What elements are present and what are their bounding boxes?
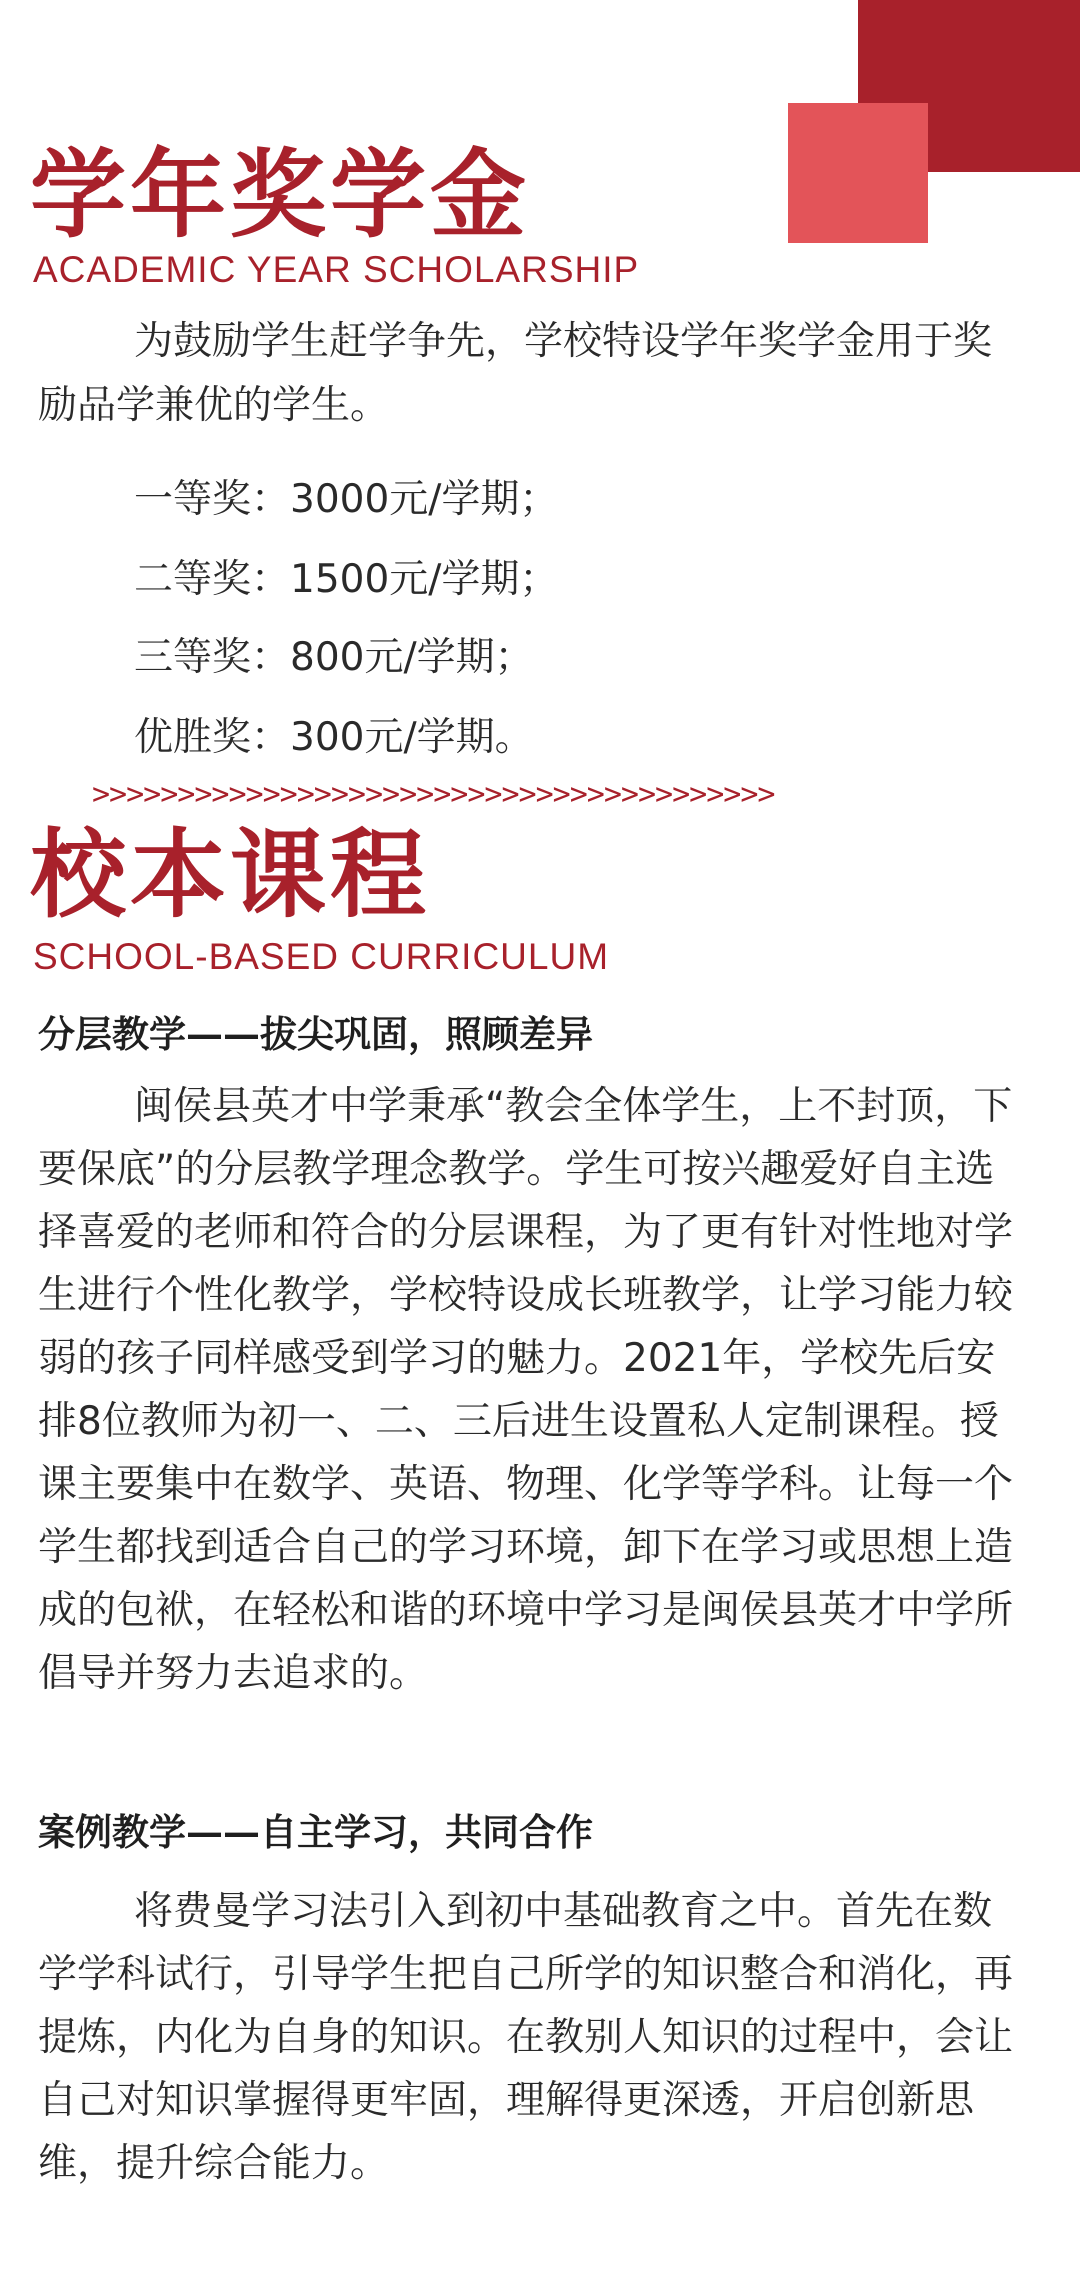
scholarship-subtitle: ACADEMIC YEAR SCHOLARSHIP [33,249,640,290]
tiered-teaching-heading: 分层教学——拔尖巩固，照顾差异 [38,1012,593,1056]
award-third-prize: 三等奖：800元/学期； [134,635,534,680]
award-merit-prize: 优胜奖：300元/学期。 [134,715,534,760]
curriculum-subtitle: SCHOOL-BASED CURRICULUM [33,936,610,977]
tiered-teaching-body: 闽侯县英才中学秉承“教会全体学生，上不封顶，下要保底”的分层教学理念教学。学生可按兴趣爱好自主选择喜爱的老师和符合的分层课程，为了更有针对性地对学生进行个性化教学，学校特设成长班教学，让学习能力较弱的孩子同样感受到学习的魅力。2021年，学校先后安排8位教师为初一、二、三后进生设置私人定制课程。授课主要集中在数学、英语、物理、化学等学科。让每一个学生都找到适合自己的学习环境，卸下在学习或思想上造成的包袱，在轻松和谐的环境中学习是闽侯县英才中学所倡导并努力去追求的。 [38,1084,1014,1696]
section-divider: >>>>>>>>>>>>>>>>>>>>>>>>>>>>>>>>>>>>>>>> [92,778,775,812]
decorative-light-square [788,103,928,243]
award-first-prize: 一等奖：3000元/学期； [134,477,559,522]
curriculum-title: 校本课程 [30,819,430,931]
case-teaching-body: 将费曼学习法引入到初中基础教育之中。首先在数学学科试行，引导学生把自己所学的知识整合和消化，再提炼，内化为自身的知识。在教别人知识的过程中，会让自己对知识掌握得更牢固，理解得更深透，开启创新思维，提升综合能力。 [38,1889,1014,2186]
scholarship-title: 学年奖学金 [30,139,530,251]
award-second-prize: 二等奖：1500元/学期； [134,557,559,602]
case-teaching-heading: 案例教学——自主学习，共同合作 [38,1810,593,1854]
scholarship-intro: 为鼓励学生赶学争先，学校特设学年奖学金用于奖励品学兼优的学生。 [38,319,993,428]
